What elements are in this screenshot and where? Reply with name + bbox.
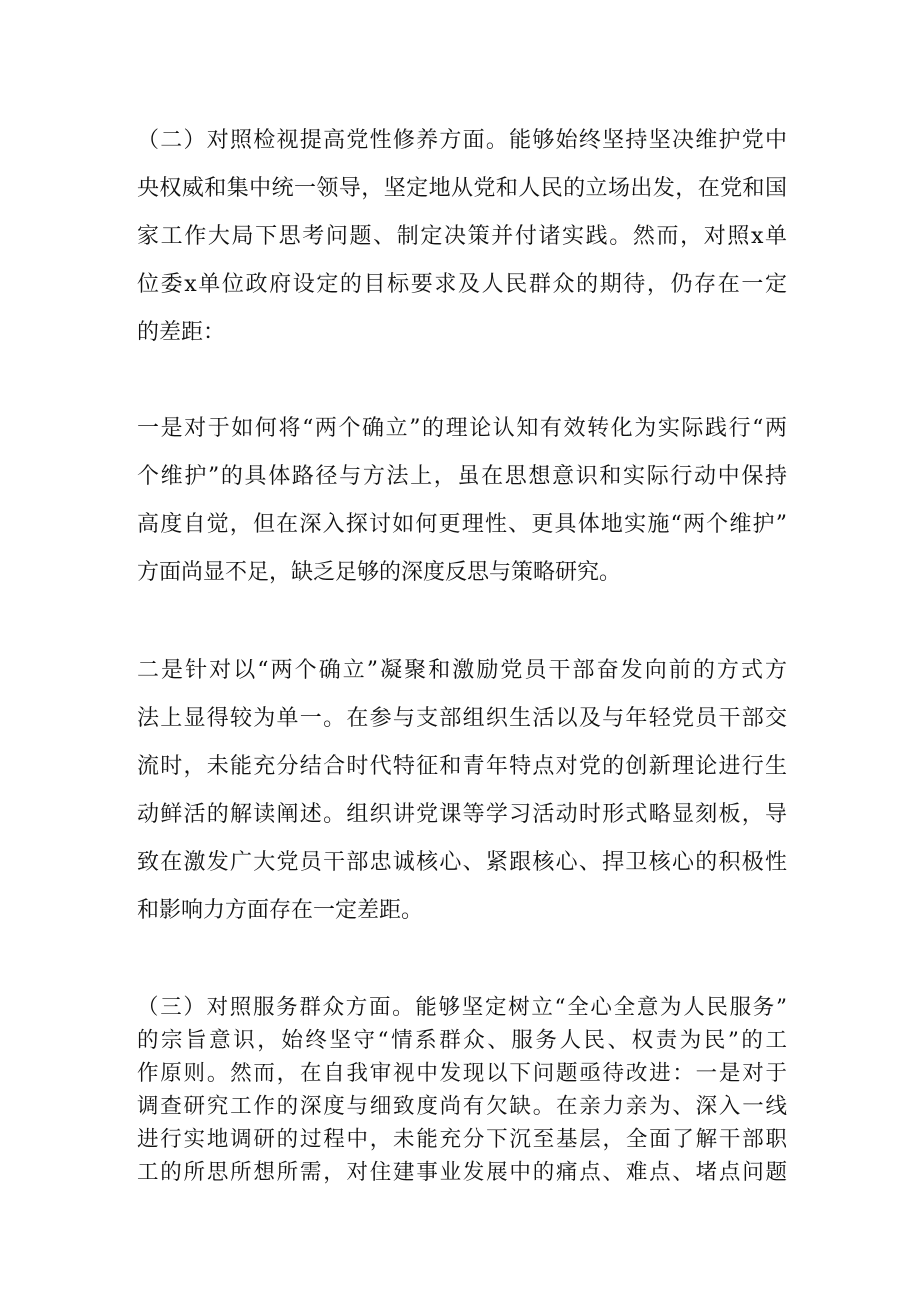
section-3-line: 的宗旨意识，始终坚守“情系群众、服务人民、权责为民”的工 — [137, 1028, 787, 1053]
section-3-line: （三）对照服务群众方面。能够坚定树立“全心全意为人民服务” — [137, 995, 787, 1020]
point-2-line: 致在激发广大党员干部忠诚核心、紧跟核心、捍卫核心的积极性 — [137, 850, 787, 875]
section-3-line: 进行实地调研的过程中，未能充分下沉至基层，全面了解干部职 — [137, 1127, 787, 1152]
point-2-line: 流时，未能充分结合时代特征和青年特点对党的创新理论进行生 — [137, 754, 787, 779]
point-2-line: 法上显得较为单一。在参与支部组织生活以及与年轻党员干部交 — [137, 706, 787, 731]
point-1-line: 一是对于如何将“两个确立”的理论认知有效转化为实际践行“两 — [137, 416, 787, 441]
point-1-line: 个维护”的具体路径与方法上，虽在思想意识和实际行动中保持 — [137, 464, 787, 489]
section-2-line: 位委x单位政府设定的目标要求及人民群众的期待，仍存在一定 — [137, 272, 787, 297]
section-3-line: 作原则。然而，在自我审视中发现以下问题亟待改进：一是对于 — [137, 1061, 787, 1086]
point-1-line: 高度自觉，但在深入探讨如何更理性、更具体地实施“两个维护” — [137, 512, 787, 537]
section-2-line: 的差距： — [137, 320, 226, 345]
section-2-line: 家工作大局下思考问题、制定决策并付诸实践。然而，对照x单 — [137, 224, 787, 249]
section-2-line: 央权威和集中统一领导，坚定地从党和人民的立场出发，在党和国 — [137, 176, 787, 201]
point-2-line: 二是针对以“两个确立”凝聚和激励党员干部奋发向前的方式方 — [137, 658, 787, 683]
section-3-line: 工的所思所想所需，对住建事业发展中的痛点、难点、堵点问题 — [137, 1160, 787, 1185]
point-1-line: 方面尚显不足，缺乏足够的深度反思与策略研究。 — [137, 560, 622, 585]
point-2-line: 和影响力方面存在一定差距。 — [137, 898, 424, 923]
section-3-line: 调查研究工作的深度与细致度尚有欠缺。在亲力亲为、深入一线 — [137, 1094, 787, 1119]
section-2-line: （二）对照检视提高党性修养方面。能够始终坚持坚决维护党中 — [137, 128, 787, 153]
point-2-line: 动鲜活的解读阐述。组织讲党课等学习活动时形式略显刻板，导 — [137, 802, 787, 827]
